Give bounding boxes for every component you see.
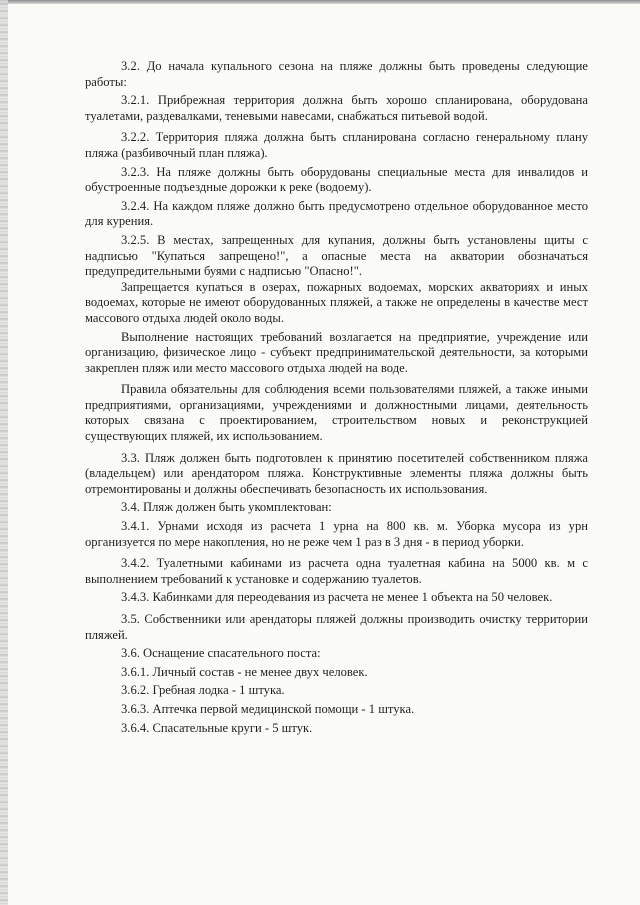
paragraph-3-6-1: 3.6.1. Личный состав - не менее двух человек. — [121, 664, 368, 679]
scan-top-edge — [0, 0, 640, 4]
document-body — [85, 59, 588, 736]
paragraph-responsibility: Выполнение настоящих требований возлагается на предприятие, учреждение или организацию, физическое лицо - субъект предпринимательской деятельности, за которыми закреплен пляж или место массового отдыха людей на воде. — [85, 329, 588, 375]
paragraph-3-4-3: 3.4.3. Кабинками для переодевания из расчета не менее 1 объекта на 50 человек. — [121, 590, 553, 605]
paragraph-3-2-3: 3.2.3. На пляже должны быть оборудованы специальные места для инвалидов и обустроенные подъездные дорожки к реке (водоему). — [85, 164, 588, 195]
paragraph-3-2-1: 3.2.1. Прибрежная территория должна быть хорошо спланирована, оборудована туалетами, раздевалками, теневыми навесами, снабжаться питьевой водой. — [85, 93, 588, 123]
paragraph-3-4: 3.4. Пляж должен быть укомплектован: — [121, 500, 332, 515]
paragraph-3-5: 3.5. Собственники или арендаторы пляжей должны производить очистку территории пляжей. — [85, 612, 588, 642]
paragraph-3-6-4: 3.6.4. Спасательные круги - 5 штук. — [121, 720, 313, 735]
paragraph-3-2-2: 3.2.2. Территория пляжа должна быть спланирована согласно генеральному плану пляжа (разбивочный план пляжа). — [85, 130, 588, 160]
paragraph-3-3: 3.3. Пляж должен быть подготовлен к принятию посетителей собственником пляжа (владельцем) или арендатором пляжа. Конструктивные элементы пляжа должны быть отремонтированы и должны обеспечивать безопасность их использования. — [85, 450, 588, 496]
paragraph-3-4-2: 3.4.2. Туалетными кабинами из расчета одна туалетная кабина на 5000 кв. м с выполнением требований к установке и содержанию туалетов. — [85, 556, 588, 586]
paragraph-3-2-4: 3.2.4. На каждом пляже должно быть предусмотрено отдельное оборудованное место для курения. — [85, 198, 588, 229]
paragraph-3-2-5: 3.2.5. В местах, запрещенных для купания, должны быть установлены щиты с надписью "Купаться запрещено!", а опасные места на акватории обозначаться предупредительными буями с надписью "Опасно!". — [85, 232, 588, 279]
paragraph-3-6-2: 3.6.2. Гребная лодка - 1 штука. — [121, 683, 285, 698]
paragraph-rules-mandatory: Правила обязательны для соблюдения всеми пользователями пляжей, а также иными предприятиями, организациями, учреждениями и должностными лицами, деятельность которых связана с проектированием, строительством новых и реконструкцией существующих пляжей, их использованием. — [85, 382, 588, 444]
paragraph-3-2: 3.2. До начала купального сезона на пляже должны быть проведены следующие работы: — [85, 59, 588, 89]
scan-left-edge — [0, 0, 8, 905]
paragraph-3-6: 3.6. Оснащение спасательного поста: — [121, 646, 321, 661]
paragraph-bathing-prohibited: Запрещается купаться в озерах, пожарных водоемах, морских акваториях и иных водоемах, которые не имеют оборудованных пляжей, а также не определены в качестве мест массового отдыха людей около воды. — [85, 279, 588, 325]
paragraph-3-6-3: 3.6.3. Аптечка первой медицинской помощи - 1 штука. — [121, 701, 415, 716]
paragraph-3-4-1: 3.4.1. Урнами исходя из расчета 1 урна на 800 кв. м. Уборка мусора из урн организуется по мере накопления, но не реже чем 1 раз в 3 дня - в период уборки. — [85, 519, 588, 549]
